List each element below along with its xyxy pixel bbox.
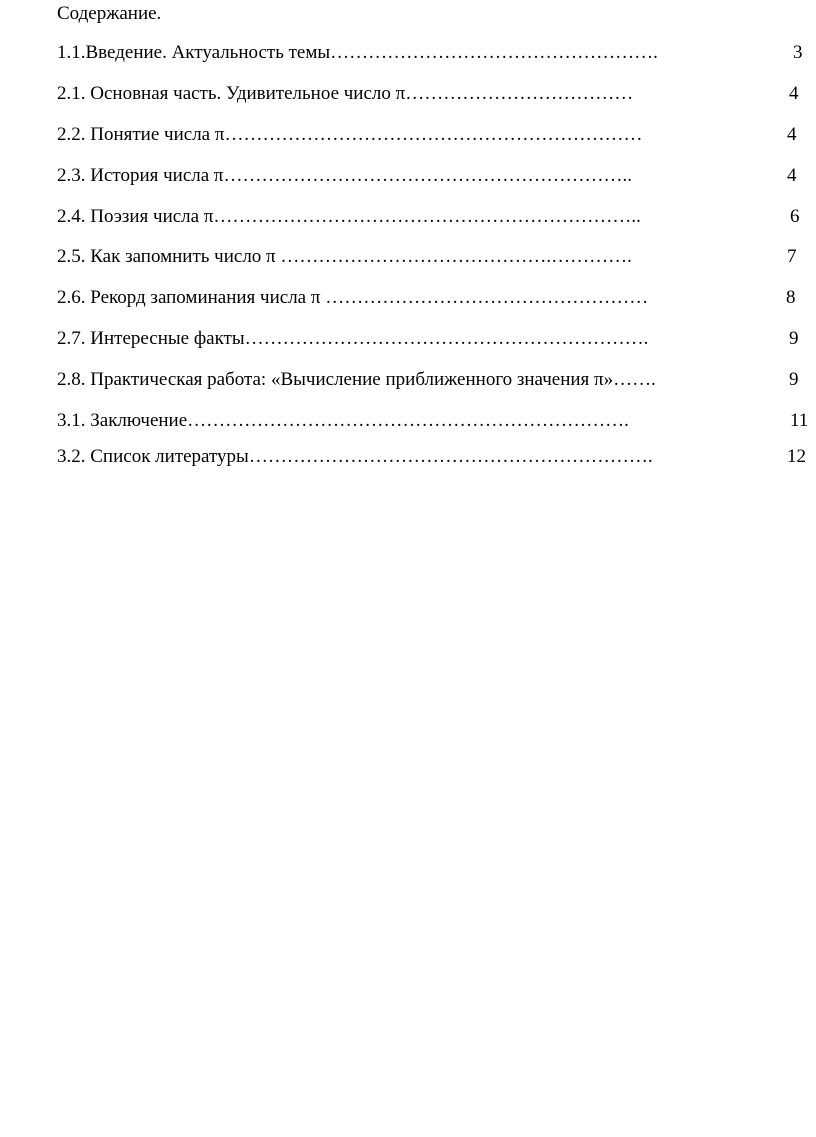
toc-entry-page: 4	[787, 124, 797, 145]
toc-entry	[57, 82, 807, 106]
toc-entry	[57, 123, 807, 147]
toc-entry	[57, 327, 807, 351]
toc-entry-text: 3.1. Заключение…………………………………………………………….	[57, 410, 629, 431]
toc-entry-page: 3	[793, 42, 803, 63]
toc-entry	[57, 409, 812, 433]
toc-entry-text: 2.4. Поэзия числа π…………………………………………………………..	[57, 206, 641, 227]
toc-title: Содержание.	[57, 3, 162, 24]
toc-entry-page: 8	[786, 287, 796, 308]
toc-entry	[57, 286, 807, 310]
toc-entry	[57, 445, 812, 469]
toc-entry	[57, 164, 807, 188]
toc-entry-page: 4	[789, 83, 799, 104]
toc-entry	[57, 41, 807, 65]
toc-entry-text: 3.2. Список литературы……………………………………………………….	[57, 446, 653, 467]
toc-entry-page: 7	[787, 246, 797, 267]
toc-entry-text: 2.2. Понятие числа π…………………………………………………………	[57, 124, 643, 145]
toc-entry-text: 2.5. Как запомнить число π …………………………………….………….	[57, 246, 632, 267]
toc-entry	[57, 245, 807, 269]
toc-entry-page: 6	[790, 206, 800, 227]
toc-entry-page: 12	[787, 446, 806, 467]
toc-entry-text: 2.1. Основная часть. Удивительное число π………………………………	[57, 83, 634, 104]
toc-entry	[57, 368, 807, 392]
toc-entry-page: 9	[789, 369, 799, 390]
toc-entry-text: 2.3. История числа π………………………………………………………..	[57, 165, 633, 186]
toc-entry-page: 11	[790, 410, 809, 431]
toc-entry-text: 1.1.Введение. Актуальность темы…………………………………………….	[57, 42, 658, 63]
toc-entry-text: 2.7. Интересные факты……………………………………………………….	[57, 328, 649, 349]
toc-entry-text: 2.8. Практическая работа: «Вычисление приближенного значения π»…….	[57, 369, 656, 390]
toc-entry-page: 9	[789, 328, 799, 349]
toc-entry-text: 2.6. Рекорд запоминания числа π ……………………………………………	[57, 287, 649, 308]
toc-entry-page: 4	[787, 165, 797, 186]
toc-entry	[57, 205, 807, 229]
